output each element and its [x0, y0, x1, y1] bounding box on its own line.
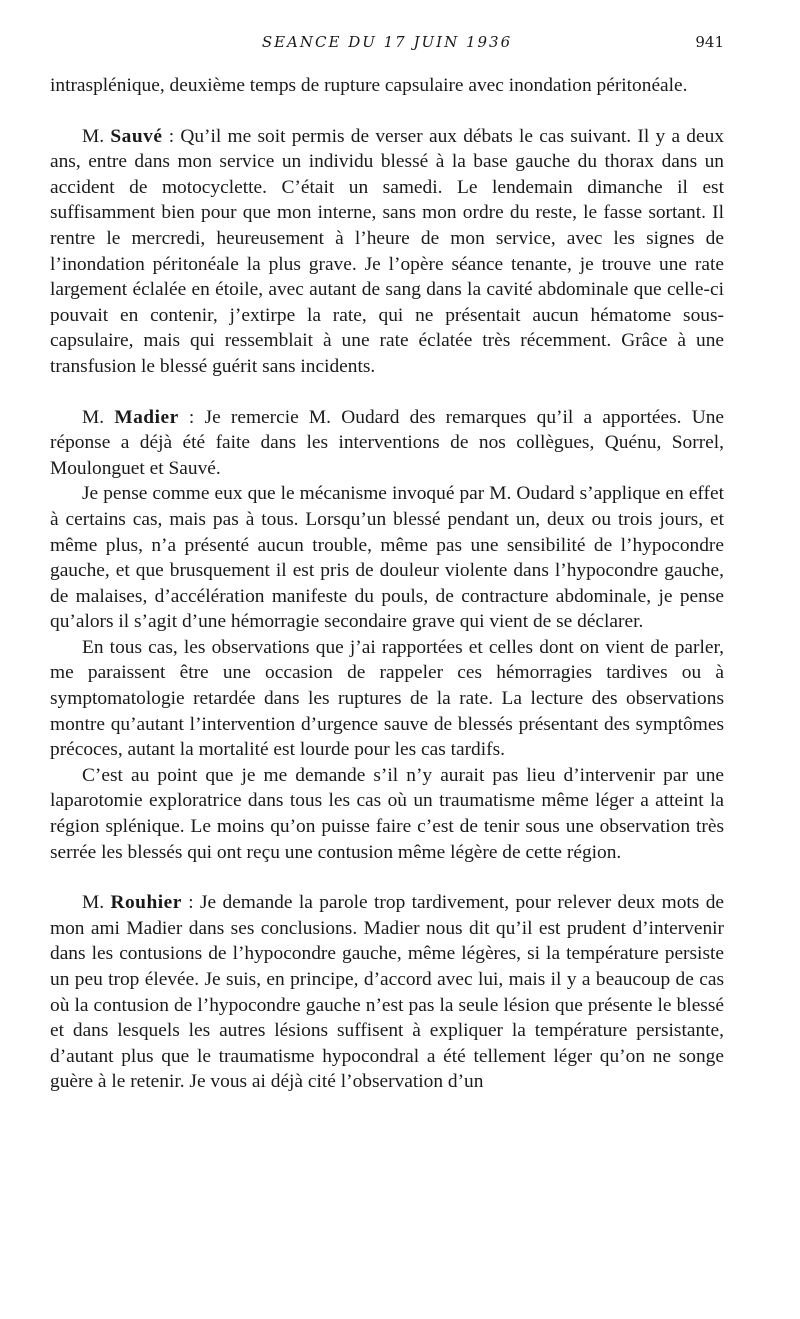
speaker-prefix: M.	[82, 125, 111, 147]
paragraph-madier-2: Je pense comme eux que le mécanisme invoqué par M. Oudard s’applique en effet à certains cas, mais pas à tous. Lorsqu’un blessé pendant un, deux ou trois jours, et même plus, n’a présenté aucun trouble, même pas une sensibilité de l’hypocondre gauche, et que brusquement il est pris de douleur violente dans l’hypocondre gauche, de malaises, d’accélération manifeste du pouls, de contracture abdominale, je pense qu’alors il s’agit d’une hémorragie secondaire grave qui vient de se déclarer.	[50, 483, 724, 633]
body-text	[50, 73, 724, 1095]
page-number: 941	[695, 33, 724, 51]
speaker-prefix: M.	[82, 406, 115, 428]
paragraph-text: : Qu’il me soit permis de verser aux débats le cas suivant. Il y a deux ans, entre dans mon service un individu blessé à la base gauche du thorax dans un accident de motocyclette. C’était un samedi. Le lendemain dimanche il est suffisamment bien pour que mon interne, sans mon ordre du reste, le fasse sortant. Il rentre le mercredi, heureusement à l’heure de mon service, avec les signes de l’inondation péritonéale la plus grave. Je l’opère séance tenante, je trouve une rate largement éclalée en étoile, avec autant de sang dans la cavité abdominale que celle-ci pouvait en contenir, j’extirpe la rate, qui ne présentait aucun hématome sous-capsulaire, mais qui ressemblait à une rate éclatée très récemment. Grâce à une transfusion le blessé guérit sans incidents.	[50, 125, 724, 377]
paragraph-sauve	[50, 124, 724, 380]
paragraph-madier-4: C’est au point que je me demande s’il n’y aurait pas lieu d’intervenir par une laparotomie exploratrice dans tous les cas où un traumatisme même léger a atteint la région splénique. Le moins qu’on puisse faire c’est de tenir sous une observation très serrée les blessés qui ont reçu une contusion même légère de cette région.	[50, 764, 724, 863]
speaker-name-rouhier: Rouhier	[110, 892, 182, 914]
running-title: SEANCE DU 17 JUIN 1936	[261, 33, 513, 51]
paragraph-text: : Je demande la parole trop tardivement, pour relever deux mots de mon ami Madier dans ses conclusions. Madier nous dit qu’il est prudent d’intervenir dans les contusions de l’hypocondre gauche, même légères, si la température persiste un peu trop élevée. Je suis, en principe, d’accord avec lui, mais il y a beaucoup de cas où la contusion de l’hypocondre gauche n’est pas la seule lésion que présente le blessé et dans lesquels les autres lésions suffisent à expliquer la température persistante, d’autant plus que le traumatisme hypocondral a été tellement léger qu’on ne songe guère à le retenir. Je vous ai déjà cité l’observation d’un	[50, 892, 725, 1093]
paragraph-madier-3: En tous cas, les observations que j’ai rapportées et celles dont on vient de parler, me paraissent être une occasion de rappeler ces hémorragies tardives ou à symptomatologie retardée dans les ruptures de la rate. La lecture des observations montre qu’autant l’intervention d’urgence sauve de blessés présentant des symptômes précoces, autant la mortalité est lourde pour les cas tardifs.	[50, 636, 724, 761]
paragraph-madier	[50, 405, 724, 482]
page-header	[50, 30, 724, 54]
paragraph-rouhier	[50, 890, 724, 1095]
speaker-name-madier: Madier	[114, 406, 179, 428]
paragraph-text: : Je remercie M. Oudard des remarques qu’il a apportées. Une réponse a déjà été faite dans les interventions de nos collègues, Quénu, Sorrel, Moulonguet et Sauvé.	[50, 406, 724, 479]
speaker-name-sauve: Sauvé	[110, 125, 163, 147]
paragraph-continuation: intrasplénique, deuxième temps de rupture capsulaire avec inondation péritonéale.	[50, 75, 688, 96]
speaker-prefix: M.	[82, 892, 111, 914]
